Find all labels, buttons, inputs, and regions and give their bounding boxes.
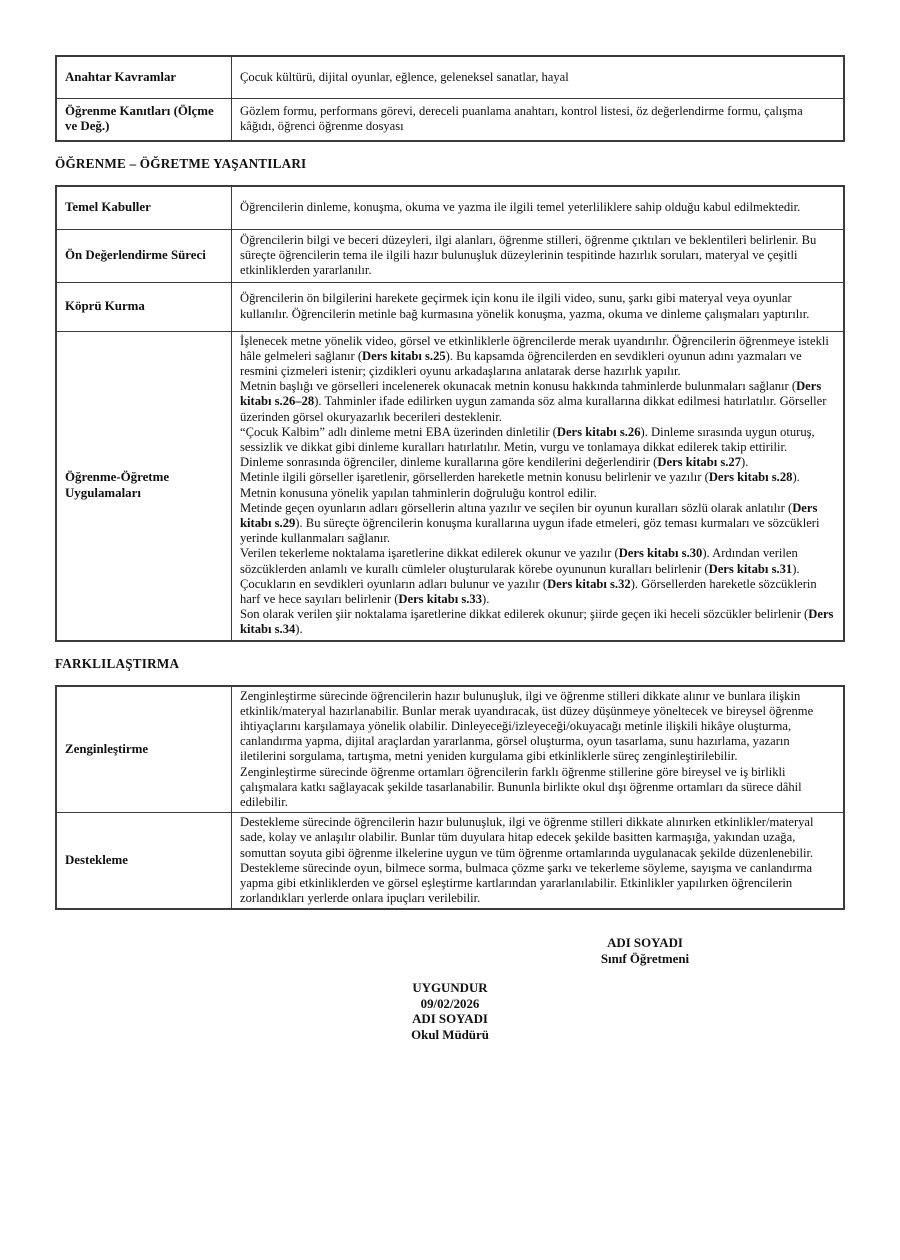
row-content [232,98,845,141]
row-label: Öğrenme-Öğretme Uygulamaları [56,331,232,641]
row-label: Zenginleştirme [56,686,232,813]
paragraph: Öğrencilerin dinleme, konuşma, okuma ve yazma ile ilgili temel yeterliliklere sahip olduğu kabul edilmektedir. [240,200,801,215]
paragraph: Öğrencilerin ön bilgilerini harekete geçirmek için konu ile ilgili video, sunu, şarkı gibi materyal veya oyunlar kullanılır. Öğrencilerin metinle bağ kurmasına yönelik konuşma, yazma, okuma ve dinleme çalışmaları yaptırılır. [240,291,810,321]
paragraph: Metnin başlığı ve görselleri incelenerek okunacak metnin konusu hakkında tahminlerde bulunmaları sağlanır (Ders kitabı s.26–28). Tahminler ifade edilirken uygun zamanda söz alma kurallarına dikkat edilmesi hatırlatılır. Görseller üzerinden görsel okuryazarlık becerileri desteklenir. [240,379,827,424]
table-row [56,331,844,641]
row-content [232,813,845,910]
row-label: Köprü Kurma [56,282,232,331]
table-row [56,229,844,282]
signature-line: Sınıf Öğretmeni [600,951,690,966]
paragraph: Metinde geçen oyunların adları görsellerin altına yazılır ve seçilen bir oyunun kuralları sözlü olarak anlatılır (Ders kitabı s.29). Bu süreçte öğrencilerin konuşma kurallarına uygun ifade etmeleri, göz teması kurmaları ve sözcükleri yerinde kullanmaları sağlanır. [240,500,820,546]
section-heading-learning-experiences: ÖĞRENME – ÖĞRETME YAŞANTILARI [55,156,307,171]
differentiation-table [55,685,845,911]
row-label: Destekleme [56,813,232,910]
paragraph: Gözlem formu, performans görevi, dereceli puanlama anahtarı, kontrol listesi, öz değerlendirme formu, çalışma kâğıdı, öğrenci öğrenme dosyası [240,104,803,134]
row-content [232,229,845,282]
row-content [232,331,845,641]
table-row [56,186,844,229]
row-content [232,56,845,98]
signature-line: ADI SOYADI [412,1012,488,1027]
section-heading-differentiation: FARKLILAŞTIRMA [55,655,180,671]
paragraph: Destekleme sürecinde öğrencilerin hazır bulunuşluk, ilgi ve öğrenme stilleri dikkate alınırken etkinlikler/materyal sade, kolay ve anlaşılır olabilir. Bunlar tüm duyulara hitap edecek şekilde basitten karmaşığa, yakından uzağa, somuttan soyuta gibi öğrenme ilkelerine uygun ve tüm öğrenme ortamlarında uygulanacak şekilde düzenlenebilir. [240,815,814,860]
paragraph: Dinleme sonrasında öğrenciler, dinleme kurallarına göre kendilerini değerlendirir (Ders kitabı s.27). [240,455,749,470]
paragraph: Çocuk kültürü, dijital oyunlar, eğlence, geleneksel sanatlar, hayal [240,69,569,84]
row-label: Anahtar Kavramlar [56,56,232,98]
paragraph: Destekleme sürecinde oyun, bilmece sorma, bulmaca çözme şarkı ve tekerleme söyleme, sayışma ve canlandırma yapma gibi etkinliklerden ve görsel eşleştirme kartlarından yararlanılabilir. Etkinlikler yapılırken öğrencilerin zorlandıkları yerlerde onlara ipuçları verilebilir. [240,860,813,906]
signature-line: Okul Müdürü [411,1027,489,1042]
signature-line: UYGUNDUR [412,981,488,996]
paragraph: Öğrencilerin bilgi ve beceri düzeyleri, ilgi alanları, öğrenme stilleri, öğrenme çıktıları ve beklentileri belirlenir. Bu süreçte öğrencilerin tema ile ilgili hazır bulunuşluk düzeylerinin tespitinde hazırlık soruları, materyal ve çeşitli etkinliklerden yararlanılır. [240,232,817,278]
row-label: Temel Kabuller [56,186,232,229]
table-row [56,98,844,141]
table-row [56,282,844,331]
paragraph: Metinle ilgili görseller işaretlenir, görsellerden hareketle metnin konusu belirlenir ve yazılır (Ders kitabı s.28). Metnin konusuna yönelik yapılan tahminlerin doğruluğu kontrol edilir. [240,470,800,500]
paragraph: Son olarak verilen şiir noktalama işaretlerine dikkat edilerek okunur; şiirde geçen iki heceli sözcükler belirlenir (Ders kitabı s.34). [240,607,834,637]
principal-approval-block [340,981,560,1043]
signature-line: ADI SOYADI [607,936,683,951]
paragraph: Çocukların en sevdikleri oyunların adları bulunur ve yazılır (Ders kitabı s.32). Görsellerden hareketle sözcüklerin harf ve hece sayıları belirlenir (Ders kitabı s.33). [240,576,817,606]
signature-line: 09/02/2026 [420,996,480,1011]
row-label: Öğrenme Kanıtları (Ölçme ve Değ.) [56,98,232,141]
learning-experiences-table [55,185,845,642]
paragraph: “Çocuk Kalbim” adlı dinleme metni EBA üzerinden dinletilir (Ders kitabı s.26). Dinleme sırasında uygun oturuş, sessizlik ve dikkat gibi dinleme kuralları hatırlatılır. Metin, vurgu ve tonlamaya dikkat edilerek takip ettirilir. [240,424,815,454]
paragraph: Zenginleştirme sürecinde öğrencilerin hazır bulunuşluk, ilgi ve öğrenme stilleri dikkate alınır ve bunlara ilişkin etkinlik/materyal hazırlanabilir. Bunlar merak uyandıracak, üst düzey düşünmeye yöneltecek ve bireysel öğrenme ihtiyaçlarını karşılamaya yönelik olabilir. Dinleyeceği/izleyeceği/okuyacağı metinle ilişkili hikâye oluşturma, canlandırma yapma, dijital araçlardan yararlanma, görsel oluşturma, oyun tasarlama, sunu hazırlama, yazarın iletilerini sorgulama, tartışma, metni yeniden kurgulama gibi etkinliklerle süreç zenginleştirilebilir. [240,688,814,764]
row-content [232,186,845,229]
table-row [56,56,844,98]
paragraph: Zenginleştirme sürecinde öğrenme ortamları öğrencilerin farklı öğrenme stillerine göre bireysel ve iş birlikli çalışmalara katkı sağlayacak şekilde tasarlanabilir. Bununla birlikte okul dışı öğrenme ortamları da sürece dâhil edilebilir. [240,764,802,809]
table-row [56,813,844,910]
paragraph: Verilen tekerleme noktalama işaretlerine dikkat edilerek okunur ve yazılır (Ders kitabı s.30). Ardından verilen sözcüklerden anlamlı ve kurallı cümleler oluşturularak körebe oyununun kuralları belirlenir (Ders kitabı s.31). [240,546,800,576]
row-content [232,282,845,331]
row-label: Ön Değerlendirme Süreci [56,229,232,282]
table-row [56,686,844,813]
teacher-signature-block [535,936,755,967]
paragraph: İşlenecek metne yönelik video, görsel ve etkinliklerle öğrencilerde merak uyandırılır. Öğrencilerin öğrenmeye istekli hâle gelmeleri sağlanır (Ders kitabı s.25). Bu kapsamda öğrencilerden en sevdikleri oyunun adını yazmaları ve resmini çizmeleri istenir; çizdikleri oyunu arkadaşlarına anlatarak derse hazırlık yapılır. [240,333,829,378]
row-content [232,686,845,813]
key-concepts-table [55,55,845,142]
